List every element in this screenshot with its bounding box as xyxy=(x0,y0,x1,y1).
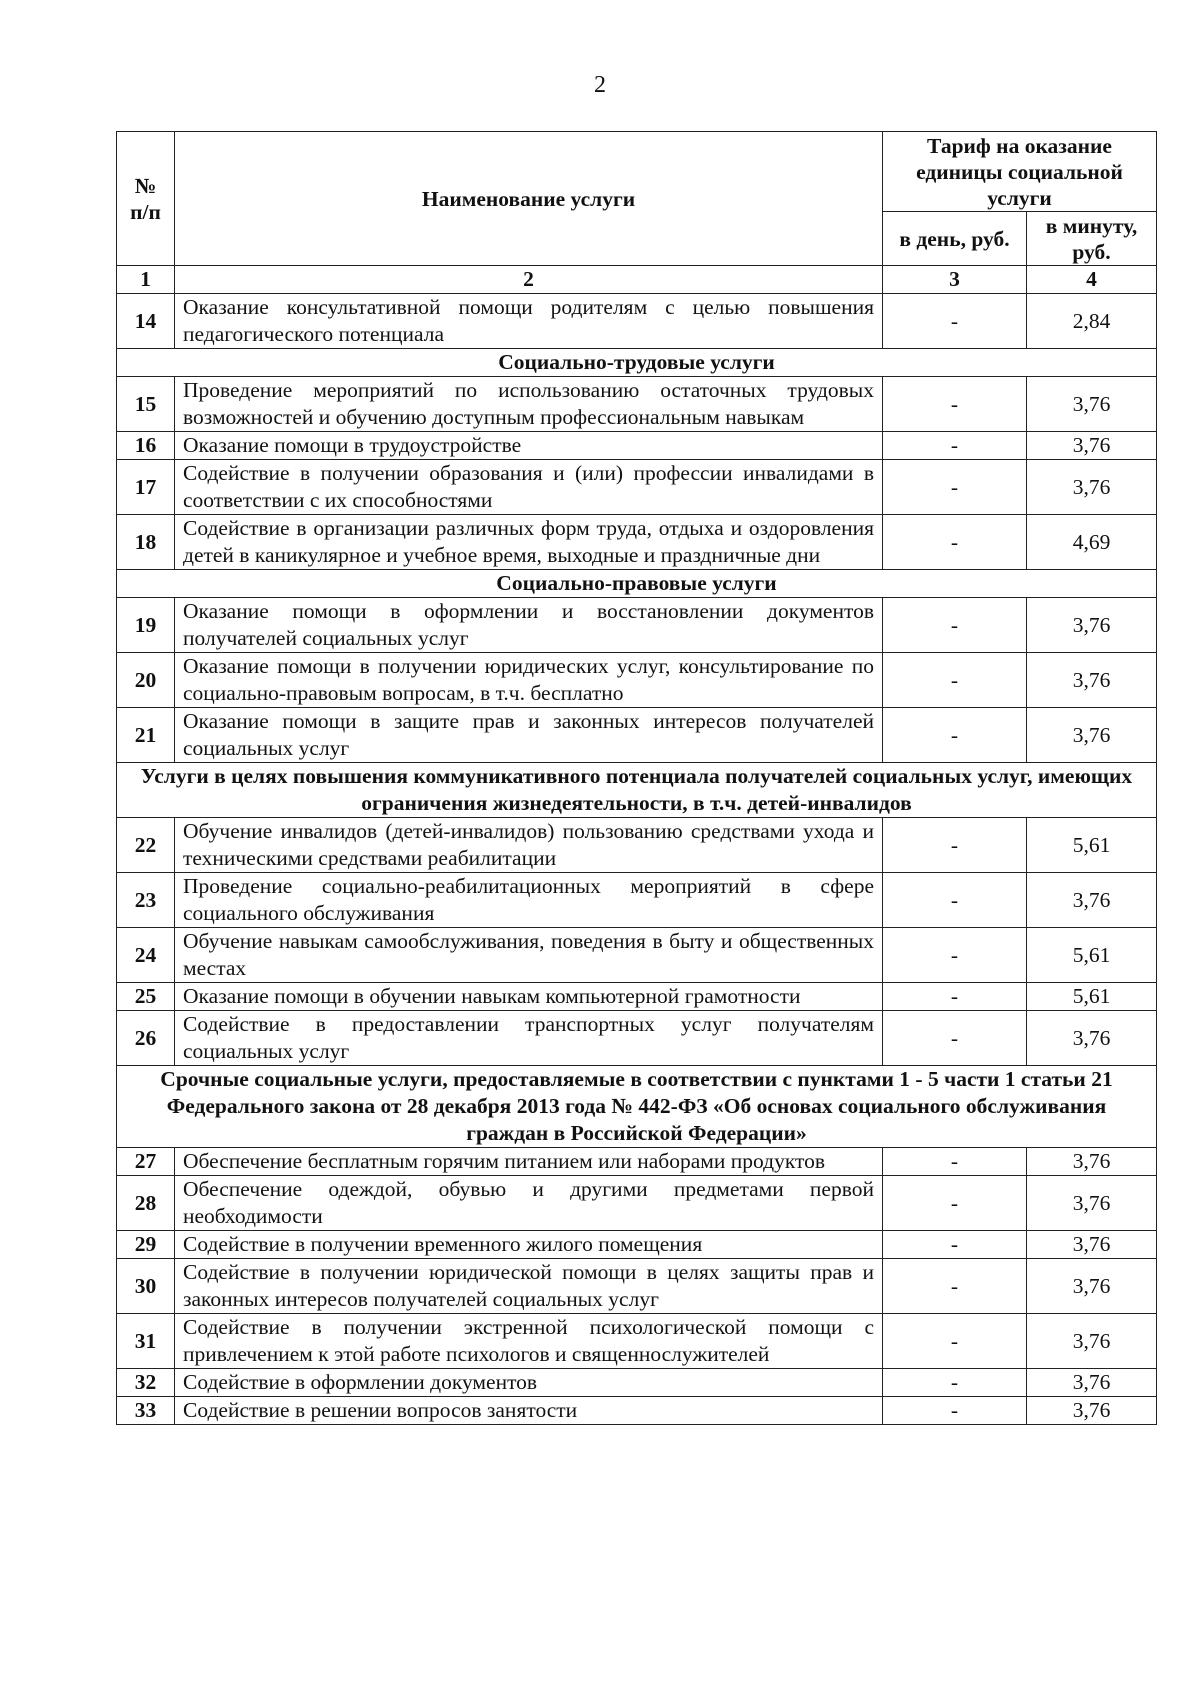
row-number: 32 xyxy=(117,1369,175,1397)
tariff-per-minute: 4,69 xyxy=(1027,515,1157,570)
table-body xyxy=(117,294,1157,1425)
tariff-per-day: - xyxy=(883,598,1027,653)
row-number: 21 xyxy=(117,708,175,763)
tariff-per-minute: 3,76 xyxy=(1027,1369,1157,1397)
table-row xyxy=(117,653,1157,708)
table-row xyxy=(117,1369,1157,1397)
table-row xyxy=(117,1231,1157,1259)
row-number: 28 xyxy=(117,1176,175,1231)
tariff-per-day: - xyxy=(883,432,1027,460)
service-name: Содействие в решении вопросов занятости xyxy=(175,1397,883,1425)
tariff-per-minute: 3,76 xyxy=(1027,1259,1157,1314)
tariff-per-minute: 3,76 xyxy=(1027,1011,1157,1066)
row-number: 29 xyxy=(117,1231,175,1259)
tariff-per-minute: 5,61 xyxy=(1027,928,1157,983)
tariff-per-day: - xyxy=(883,1011,1027,1066)
table-row xyxy=(117,708,1157,763)
tariff-per-minute: 3,76 xyxy=(1027,598,1157,653)
tariff-per-day: - xyxy=(883,708,1027,763)
tariff-per-minute: 5,61 xyxy=(1027,818,1157,873)
row-number: 15 xyxy=(117,377,175,432)
service-name: Обеспечение одеждой, обувью и другими предметами первой необходимости xyxy=(175,1176,883,1231)
row-number: 22 xyxy=(117,818,175,873)
table-row xyxy=(117,432,1157,460)
header-tariff: Тариф на оказание единицы социальной услуги xyxy=(883,132,1157,212)
tariff-per-minute: 5,61 xyxy=(1027,983,1157,1011)
header-service-name: Наименование услуги xyxy=(175,132,883,266)
tariff-per-day: - xyxy=(883,1148,1027,1176)
table-row xyxy=(117,515,1157,570)
section-title: Услуги в целях повышения коммуникативного потенциала получателей социальных услуг, имеющих ограничения жизнедеятельности, в т.ч. детей-инвалидов xyxy=(117,763,1157,818)
tariff-table xyxy=(116,131,1157,1425)
service-name: Оказание помощи в получении юридических услуг, консультирование по социально-правовым вопросам, в т.ч. бесплатно xyxy=(175,653,883,708)
header-per-minute: в минуту, руб. xyxy=(1027,212,1157,266)
tariff-per-day: - xyxy=(883,294,1027,349)
service-name: Оказание помощи в защите прав и законных интересов получателей социальных услуг xyxy=(175,708,883,763)
service-name: Содействие в получении экстренной психологической помощи с привлечением к этой работе психологов и священнослужителей xyxy=(175,1314,883,1369)
tariff-per-day: - xyxy=(883,377,1027,432)
row-number: 25 xyxy=(117,983,175,1011)
row-number: 31 xyxy=(117,1314,175,1369)
section-title: Социально-правовые услуги xyxy=(117,570,1157,598)
service-name: Оказание помощи в оформлении и восстановлении документов получателей социальных услуг xyxy=(175,598,883,653)
tariff-per-day: - xyxy=(883,515,1027,570)
service-name: Содействие в оформлении документов xyxy=(175,1369,883,1397)
row-number: 24 xyxy=(117,928,175,983)
service-name: Оказание помощи в обучении навыкам компьютерной грамотности xyxy=(175,983,883,1011)
service-name: Оказание консультативной помощи родителям с целью повышения педагогического потенциала xyxy=(175,294,883,349)
service-name: Оказание помощи в трудоустройстве xyxy=(175,432,883,460)
row-number: 17 xyxy=(117,460,175,515)
service-name: Обеспечение бесплатным горячим питанием или наборами продуктов xyxy=(175,1148,883,1176)
table-row xyxy=(117,1176,1157,1231)
tariff-per-minute: 3,76 xyxy=(1027,1397,1157,1425)
row-number: 19 xyxy=(117,598,175,653)
tariff-per-day: - xyxy=(883,928,1027,983)
tariff-per-minute: 3,76 xyxy=(1027,1231,1157,1259)
tariff-per-day: - xyxy=(883,460,1027,515)
table-row xyxy=(117,983,1157,1011)
tariff-per-day: - xyxy=(883,818,1027,873)
tariff-per-minute: 3,76 xyxy=(1027,460,1157,515)
header-num: № п/п xyxy=(117,132,175,266)
table-row xyxy=(117,873,1157,928)
column-number: 3 xyxy=(883,266,1027,294)
section-row xyxy=(117,570,1157,598)
service-name: Содействие в предоставлении транспортных услуг получателям социальных услуг xyxy=(175,1011,883,1066)
table-row xyxy=(117,1259,1157,1314)
table-row xyxy=(117,1314,1157,1369)
service-name: Проведение мероприятий по использованию остаточных трудовых возможностей и обучению доступным профессиональным навыкам xyxy=(175,377,883,432)
row-number: 14 xyxy=(117,294,175,349)
row-number: 23 xyxy=(117,873,175,928)
header-per-day: в день, руб. xyxy=(883,212,1027,266)
row-number: 30 xyxy=(117,1259,175,1314)
row-number: 26 xyxy=(117,1011,175,1066)
tariff-per-day: - xyxy=(883,983,1027,1011)
table-row xyxy=(117,377,1157,432)
service-name: Содействие в получении образования и (или) профессии инвалидами в соответствии с их способностями xyxy=(175,460,883,515)
section-row xyxy=(117,763,1157,818)
tariff-per-minute: 3,76 xyxy=(1027,708,1157,763)
section-row xyxy=(117,349,1157,377)
service-name: Обучение инвалидов (детей-инвалидов) пользованию средствами ухода и техническими средствами реабилитации xyxy=(175,818,883,873)
service-name: Содействие в организации различных форм труда, отдыха и оздоровления детей в каникулярное и учебное время, выходные и праздничные дни xyxy=(175,515,883,570)
tariff-per-day: - xyxy=(883,873,1027,928)
tariff-per-day: - xyxy=(883,1397,1027,1425)
tariff-per-minute: 3,76 xyxy=(1027,1314,1157,1369)
page-number: 2 xyxy=(594,72,606,98)
row-number: 16 xyxy=(117,432,175,460)
column-number: 1 xyxy=(117,266,175,294)
tariff-per-minute: 3,76 xyxy=(1027,1148,1157,1176)
section-title: Социально-трудовые услуги xyxy=(117,349,1157,377)
section-title: Срочные социальные услуги, предоставляемые в соответствии с пунктами 1 - 5 части 1 статьи 21 Федерального закона от 28 декабря 2013 года № 442-ФЗ «Об основах социального обслуживания граждан в Российской Федерации» xyxy=(117,1066,1157,1148)
row-number: 33 xyxy=(117,1397,175,1425)
tariff-per-minute: 3,76 xyxy=(1027,1176,1157,1231)
table-row xyxy=(117,818,1157,873)
row-number: 20 xyxy=(117,653,175,708)
tariff-per-day: - xyxy=(883,1369,1027,1397)
table-row xyxy=(117,598,1157,653)
tariff-per-day: - xyxy=(883,1176,1027,1231)
service-name: Содействие в получении временного жилого помещения xyxy=(175,1231,883,1259)
tariff-per-day: - xyxy=(883,1231,1027,1259)
tariff-per-day: - xyxy=(883,1259,1027,1314)
tariff-per-minute: 3,76 xyxy=(1027,377,1157,432)
column-number: 2 xyxy=(175,266,883,294)
table-row xyxy=(117,928,1157,983)
table-row xyxy=(117,460,1157,515)
service-name: Содействие в получении юридической помощи в целях защиты прав и законных интересов получателей социальных услуг xyxy=(175,1259,883,1314)
table-row xyxy=(117,1011,1157,1066)
tariff-per-minute: 3,76 xyxy=(1027,432,1157,460)
tariff-per-day: - xyxy=(883,653,1027,708)
tariff-per-minute: 3,76 xyxy=(1027,653,1157,708)
service-name: Проведение социально-реабилитационных мероприятий в сфере социального обслуживания xyxy=(175,873,883,928)
row-number: 18 xyxy=(117,515,175,570)
tariff-per-day: - xyxy=(883,1314,1027,1369)
service-name: Обучение навыкам самообслуживания, поведения в быту и общественных местах xyxy=(175,928,883,983)
row-number: 27 xyxy=(117,1148,175,1176)
tariff-per-minute: 3,76 xyxy=(1027,873,1157,928)
table-row xyxy=(117,1148,1157,1176)
table-row xyxy=(117,1397,1157,1425)
section-row xyxy=(117,1066,1157,1148)
column-number: 4 xyxy=(1027,266,1157,294)
table-row xyxy=(117,294,1157,349)
tariff-per-minute: 2,84 xyxy=(1027,294,1157,349)
